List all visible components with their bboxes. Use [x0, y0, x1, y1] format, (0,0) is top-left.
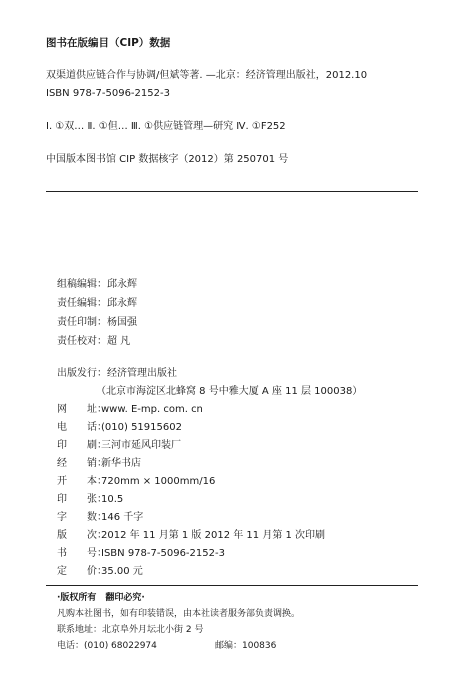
editor-value: 邱永辉	[107, 279, 137, 290]
detail-label: 印 刷：	[57, 440, 107, 451]
editor-row	[57, 298, 137, 310]
detail-row-printer	[57, 440, 181, 452]
detail-row-website	[57, 404, 203, 416]
detail-label: 印 张：	[57, 494, 107, 505]
contact-postcode: 邮编：100836	[215, 641, 277, 651]
cip-classification: Ⅰ. ①双… Ⅱ. ①但… Ⅲ. ①供应链管理—研究 Ⅳ. ①F252	[46, 121, 286, 132]
detail-value: 新华书店	[101, 458, 141, 469]
detail-label: 网 址：	[57, 404, 107, 415]
editor-label: 组稿编辑：	[57, 279, 107, 290]
editor-row	[57, 317, 137, 329]
publisher-row	[57, 368, 177, 380]
editor-label: 责任编辑：	[57, 298, 107, 309]
detail-row-sheets	[57, 494, 123, 506]
publisher-address: （北京市海淀区北蜂窝 8 号中雅大厦 A 座 11 层 100038）	[96, 386, 363, 397]
detail-value: 三河市延风印装厂	[101, 440, 181, 451]
detail-label: 版 次：	[57, 530, 107, 541]
detail-row-price	[57, 566, 143, 578]
detail-value: 146 千字	[101, 512, 144, 523]
divider-top	[46, 191, 418, 192]
editor-value: 超 凡	[107, 336, 131, 347]
detail-row-wordcount	[57, 512, 143, 524]
detail-label: 开 本：	[57, 476, 107, 487]
detail-value: 10.5	[101, 494, 124, 505]
editor-value: 邱永辉	[107, 298, 137, 309]
editor-row	[57, 336, 130, 348]
contact-address: 联系地址：北京阜外月坛北小街 2 号	[57, 625, 204, 635]
detail-label: 电 话：	[57, 422, 107, 433]
detail-value: (010) 51915602	[101, 422, 182, 433]
contact-phone: 电话：(010) 68022974	[57, 641, 157, 651]
detail-value: 2012 年 11 月第 1 版 2012 年 11 月第 1 次印刷	[101, 530, 326, 541]
editor-value: 杨国强	[107, 317, 137, 328]
publisher-value: 经济管理出版社	[107, 368, 177, 379]
detail-value: ISBN 978-7-5096-2152-3	[101, 548, 225, 559]
editor-label: 责任印制：	[57, 317, 107, 328]
detail-row-phone	[57, 422, 182, 434]
detail-label: 字 数：	[57, 512, 107, 523]
detail-row-edition	[57, 530, 325, 542]
cip-record-number: 中国版本图书馆 CIP 数据核字（2012）第 250701 号	[46, 154, 289, 165]
publisher-label: 出版发行：	[57, 368, 107, 379]
detail-row-format	[57, 476, 215, 488]
divider-bottom	[46, 585, 418, 586]
cip-title-line: 双渠道供应链合作与协调/但斌等著. —北京：经济管理出版社，2012.10	[46, 70, 368, 81]
detail-row-distributor	[57, 458, 141, 470]
editor-row	[57, 279, 137, 291]
detail-row-isbn	[57, 548, 225, 560]
detail-value: 720mm × 1000mm/16	[101, 476, 216, 487]
detail-label: 定 价：	[57, 566, 107, 577]
detail-label: 书 号：	[57, 548, 107, 559]
detail-label: 经 销：	[57, 458, 107, 469]
detail-value: www. E-mp. com. cn	[101, 404, 203, 415]
editor-label: 责任校对：	[57, 336, 107, 347]
detail-value: 35.00 元	[101, 566, 143, 577]
rights-reserved: ·版权所有 翻印必究·	[57, 593, 145, 603]
cip-isbn-line: ISBN 978-7-5096-2152-3	[46, 88, 170, 99]
cip-heading: 图书在版编目（CIP）数据	[46, 37, 171, 49]
return-notice: 凡购本社图书，如有印装错误，由本社读者服务部负责调换。	[57, 609, 301, 619]
